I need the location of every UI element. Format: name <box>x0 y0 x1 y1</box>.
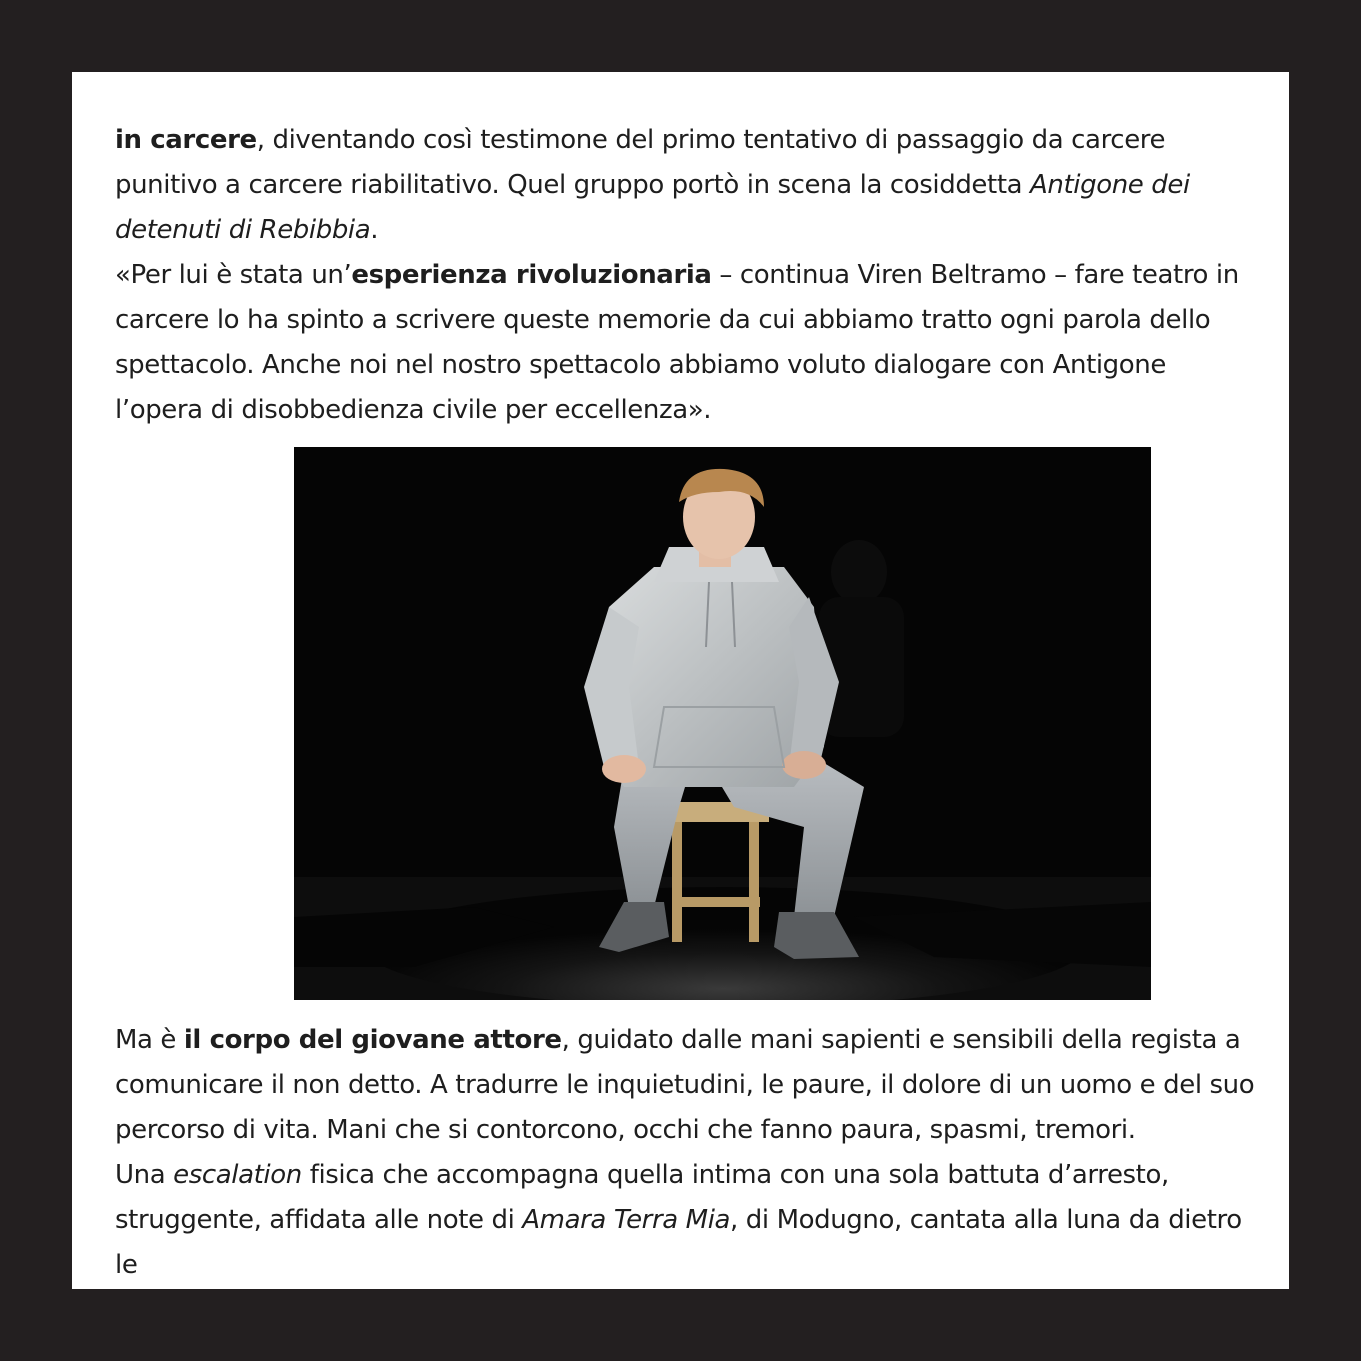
text-block-top <box>115 118 1255 433</box>
text-block-bottom <box>115 1018 1255 1288</box>
text-run: – continua Viren Beltramo – fare teatro in carcere lo ha spinto a scrivere queste memorie da cui abbiamo tratto ogni parola dello spettacolo. Anche noi nel nostro spettacolo abbiamo voluto dialogare con Antigone l’opera di disobbedienza civile per eccellenza». <box>115 260 1239 425</box>
paragraph-1 <box>115 118 1255 253</box>
text-run: Ma è <box>115 1025 184 1055</box>
text-run: , di Modugno, cantata alla luna da dietro le <box>115 1205 1242 1280</box>
text-run: fisica che accompagna quella intima con una sola battuta d’arresto, struggente, affidata alle note di <box>115 1160 1169 1235</box>
article-photo <box>294 447 1151 1000</box>
text-run: , diventando così testimone del primo tentativo di passaggio da carcere punitivo a carcere riabilitativo. Quel gruppo portò in scena la cosiddetta <box>115 125 1166 200</box>
text-run: Una <box>115 1160 174 1190</box>
italic-word: escalation <box>173 1160 302 1190</box>
bold-phrase: il corpo del giovane attore <box>183 1025 562 1055</box>
text-run: . <box>370 215 379 245</box>
bold-phrase: in carcere <box>115 125 257 155</box>
text-run: «Per lui è stata un’ <box>115 260 352 290</box>
paragraph-3 <box>115 1018 1255 1153</box>
bold-phrase: esperienza rivoluzionaria <box>351 260 712 290</box>
italic-title: Antigone dei detenuti di Rebibbia <box>115 170 1190 245</box>
text-run: , guidato dalle mani sapienti e sensibili della regista a comunicare il non detto. A tradurre le inquietudini, le paure, il dolore di un uomo e del suo percorso di vita. Mani che si contorcono, occhi che fanno paura, spasmi, tremori. <box>115 1025 1255 1145</box>
paragraph-4 <box>115 1153 1255 1288</box>
page-frame <box>72 72 1289 1289</box>
paragraph-2 <box>115 253 1255 433</box>
theatre-actor-photo-icon <box>294 447 1151 1000</box>
italic-song-title: Amara Terra Mia <box>522 1205 731 1235</box>
